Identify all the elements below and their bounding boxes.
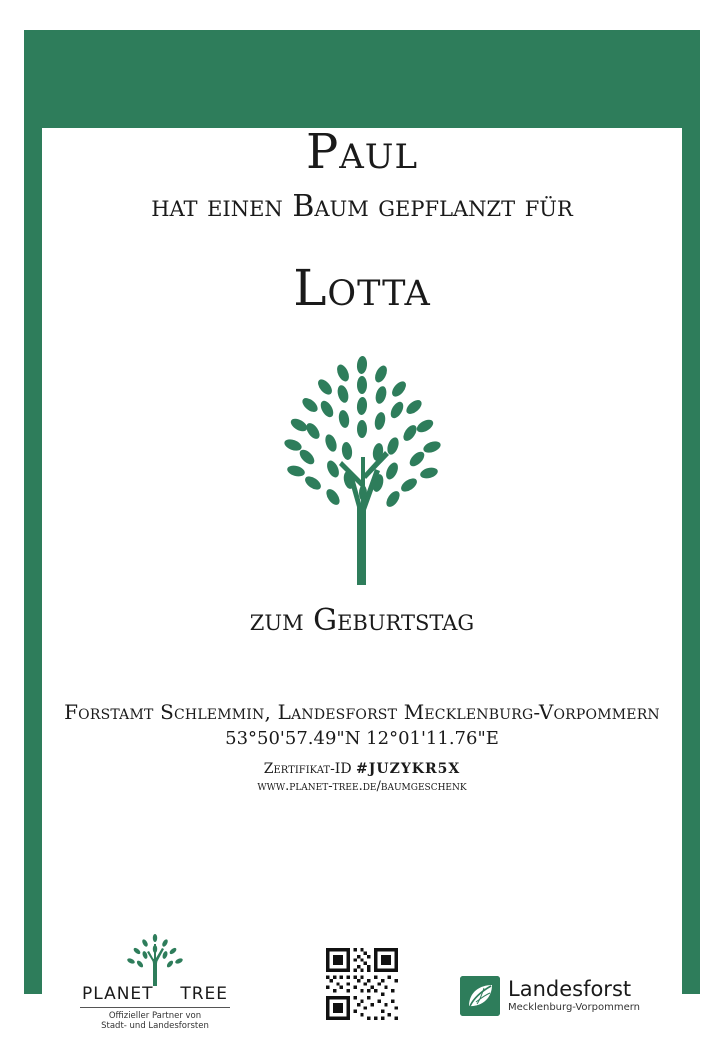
planet-tree-wordmark-left: PLANET [81, 983, 154, 1004]
landesforst-title: Landesforst [508, 977, 632, 1001]
planet-tree-subline [80, 1007, 230, 1032]
planet-tree-subline-1: Offizieller Partner von [108, 1010, 202, 1021]
certificate-subtitle: hat einen Baum gepflanzt für [151, 189, 573, 224]
qr-code[interactable] [326, 948, 398, 1020]
certificate-id-label: Zertifikat-ID [263, 761, 352, 777]
tree-icon [247, 347, 477, 592]
certificate-id [42, 761, 682, 777]
forest-location: Forstamt Schlemmin, Landesforst Mecklenburg-Vorpommern [64, 700, 660, 724]
planet-tree-subline-2: Stadt- und Landesforsten [101, 1021, 209, 1032]
planet-tree-wordmark-right: TREE [180, 983, 229, 1004]
giver-name: Paul [305, 124, 419, 180]
footer [42, 918, 682, 1038]
planet-tree-tree-icon [109, 934, 201, 986]
certificate-border [24, 30, 700, 1032]
landesforst-text [508, 979, 640, 1013]
planet-tree-wordmark [80, 984, 230, 1004]
planet-tree-logo [80, 934, 230, 1032]
landesforst-logo [460, 976, 640, 1016]
recipient-name: Lotta [293, 259, 431, 317]
landesforst-subtitle: Mecklenburg-Vorpommern [508, 1002, 640, 1013]
landesforst-leaf-icon [460, 976, 500, 1016]
occasion-text: zum Geburtstag [249, 603, 475, 638]
gps-coordinates: 53°50'57.49"N 12°01'11.76"E [225, 728, 499, 749]
certificate-body [42, 124, 682, 1056]
qr-code-icon [326, 948, 398, 1020]
certificate-id-code: #JUZYKR5X [356, 761, 461, 777]
tree-illustration [42, 347, 682, 597]
certificate-url: www.planet-tree.de/baumgeschenk [257, 779, 467, 794]
